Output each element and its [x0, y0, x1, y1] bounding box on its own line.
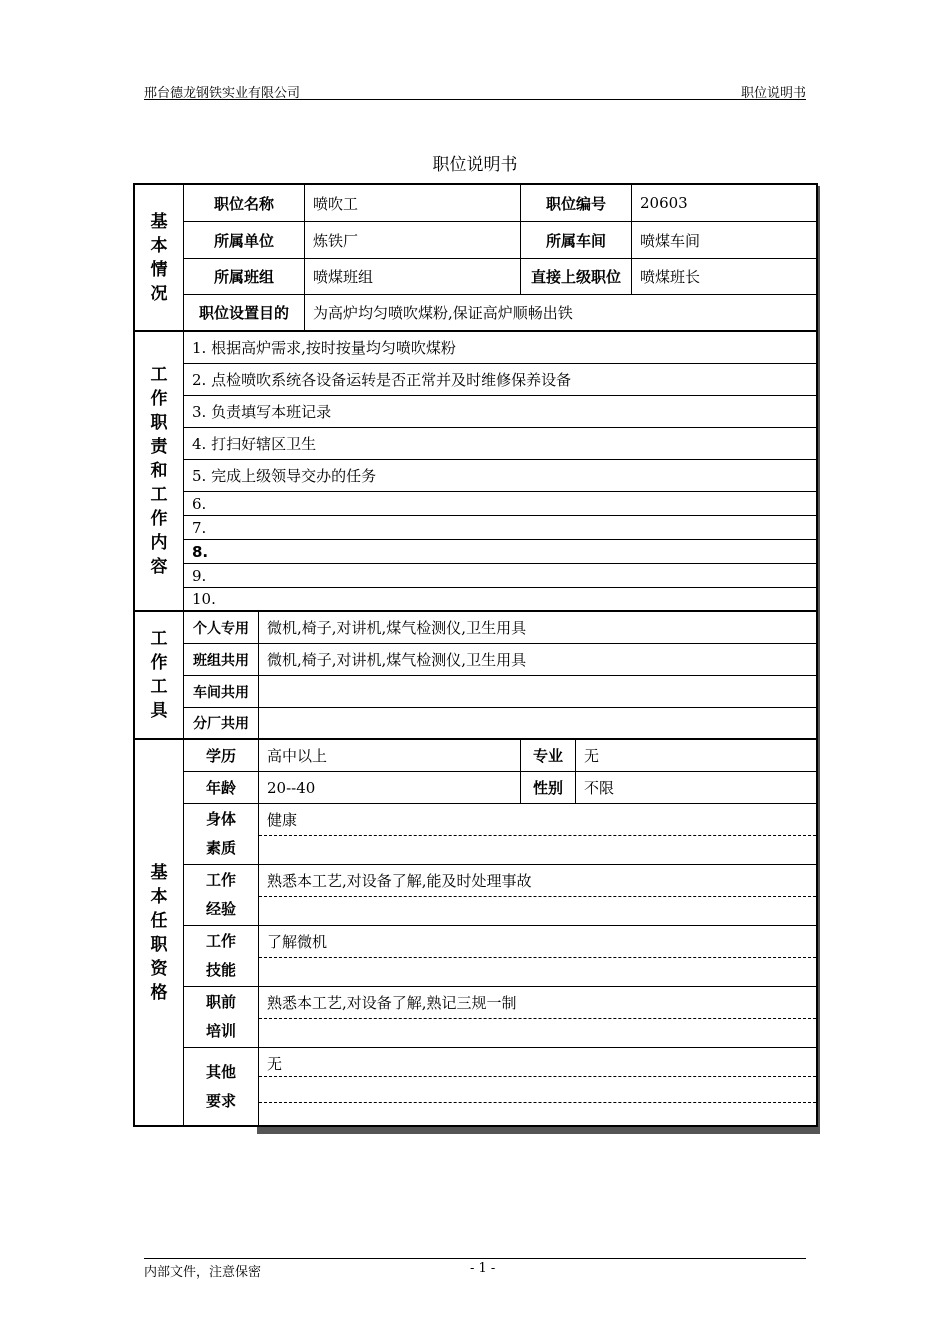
table-shadow — [818, 186, 820, 1134]
gender-label: 性别 — [521, 772, 576, 804]
company-name: 邢台德龙钢铁实业有限公司 — [144, 86, 301, 101]
confidential-note: 内部文件，注意保密 — [144, 1265, 262, 1280]
age-label: 年龄 — [184, 772, 259, 804]
education-value: 高中以上 — [259, 740, 521, 772]
purpose-label: 职位设置目的 — [184, 295, 305, 332]
duty-item: 6. — [184, 492, 816, 516]
purpose-value: 为高炉均匀喷吹煤粉,保证高炉顺畅出铁 — [305, 295, 816, 332]
team-label: 所属班组 — [184, 259, 305, 295]
training-value: 熟悉本工艺,对设备了解,熟记三规一制 — [259, 987, 816, 1048]
tool-label: 个人专用 — [184, 612, 259, 644]
position-name-label: 职位名称 — [184, 185, 305, 222]
tool-value: 微机,椅子,对讲机,煤气检测仪,卫生用具 — [259, 644, 816, 676]
training-label: 职前 培训 — [184, 987, 259, 1048]
position-code-value: 20603 — [632, 185, 816, 222]
position-code-label: 职位编号 — [521, 185, 632, 222]
dashed-rule — [259, 1102, 816, 1103]
table-shadow — [257, 1127, 820, 1134]
superior-value: 喷煤班长 — [632, 259, 816, 295]
experience-label: 工作 经验 — [184, 865, 259, 926]
duty-item: 4. 打扫好辖区卫生 — [184, 428, 816, 460]
footer-divider — [144, 1258, 806, 1259]
dashed-rule — [259, 957, 816, 958]
document-title: 职位说明书 — [432, 155, 518, 175]
unit-label: 所属单位 — [184, 222, 305, 259]
dashed-rule — [259, 1018, 816, 1019]
dashed-rule — [259, 896, 816, 897]
experience-value: 熟悉本工艺,对设备了解,能及时处理事故 — [259, 865, 816, 926]
dashed-rule — [259, 835, 816, 836]
skills-label: 工作 技能 — [184, 926, 259, 987]
duty-item: 2. 点检喷吹系统各设备运转是否正常并及时维修保养设备 — [184, 364, 816, 396]
workshop-value: 喷煤车间 — [632, 222, 816, 259]
duty-item: 10. — [184, 588, 816, 612]
tool-value — [259, 708, 816, 740]
tool-label: 班组共用 — [184, 644, 259, 676]
skills-value: 了解微机 — [259, 926, 816, 987]
position-name-value: 喷吹工 — [305, 185, 521, 222]
education-label: 学历 — [184, 740, 259, 772]
unit-value: 炼铁厂 — [305, 222, 521, 259]
page-number: - 1 - — [470, 1261, 496, 1276]
other-label: 其他 要求 — [184, 1048, 259, 1125]
workshop-label: 所属车间 — [521, 222, 632, 259]
tool-label: 分厂共用 — [184, 708, 259, 740]
header-doc-type: 职位说明书 — [740, 86, 806, 101]
superior-label: 直接上级职位 — [521, 259, 632, 295]
section-basic-info: 基本情况 — [135, 185, 184, 332]
dashed-rule — [259, 1076, 816, 1077]
physical-value: 健康 — [259, 804, 816, 865]
tool-value — [259, 676, 816, 708]
header-divider — [144, 99, 806, 100]
section-duties: 工作职责和工作内容 — [135, 332, 184, 612]
physical-label: 身体 素质 — [184, 804, 259, 865]
duty-item: 5. 完成上级领导交办的任务 — [184, 460, 816, 492]
tool-value: 微机,椅子,对讲机,煤气检测仪,卫生用具 — [259, 612, 816, 644]
section-tools: 工作工具 — [135, 612, 184, 740]
gender-value: 不限 — [576, 772, 816, 804]
other-value: 无 — [267, 1055, 283, 1073]
section-qualifications: 基本任职资格 — [135, 740, 184, 1125]
duty-item: 8. — [184, 540, 816, 564]
age-value: 20--40 — [259, 772, 521, 804]
tool-label: 车间共用 — [184, 676, 259, 708]
position-description-table — [133, 183, 818, 1127]
major-label: 专业 — [521, 740, 576, 772]
duty-item: 1. 根据高炉需求,按时按量均匀喷吹煤粉 — [184, 332, 816, 364]
duty-item: 9. — [184, 564, 816, 588]
team-value: 喷煤班组 — [305, 259, 521, 295]
duty-item: 3. 负责填写本班记录 — [184, 396, 816, 428]
duty-item: 7. — [184, 516, 816, 540]
major-value: 无 — [576, 740, 816, 772]
